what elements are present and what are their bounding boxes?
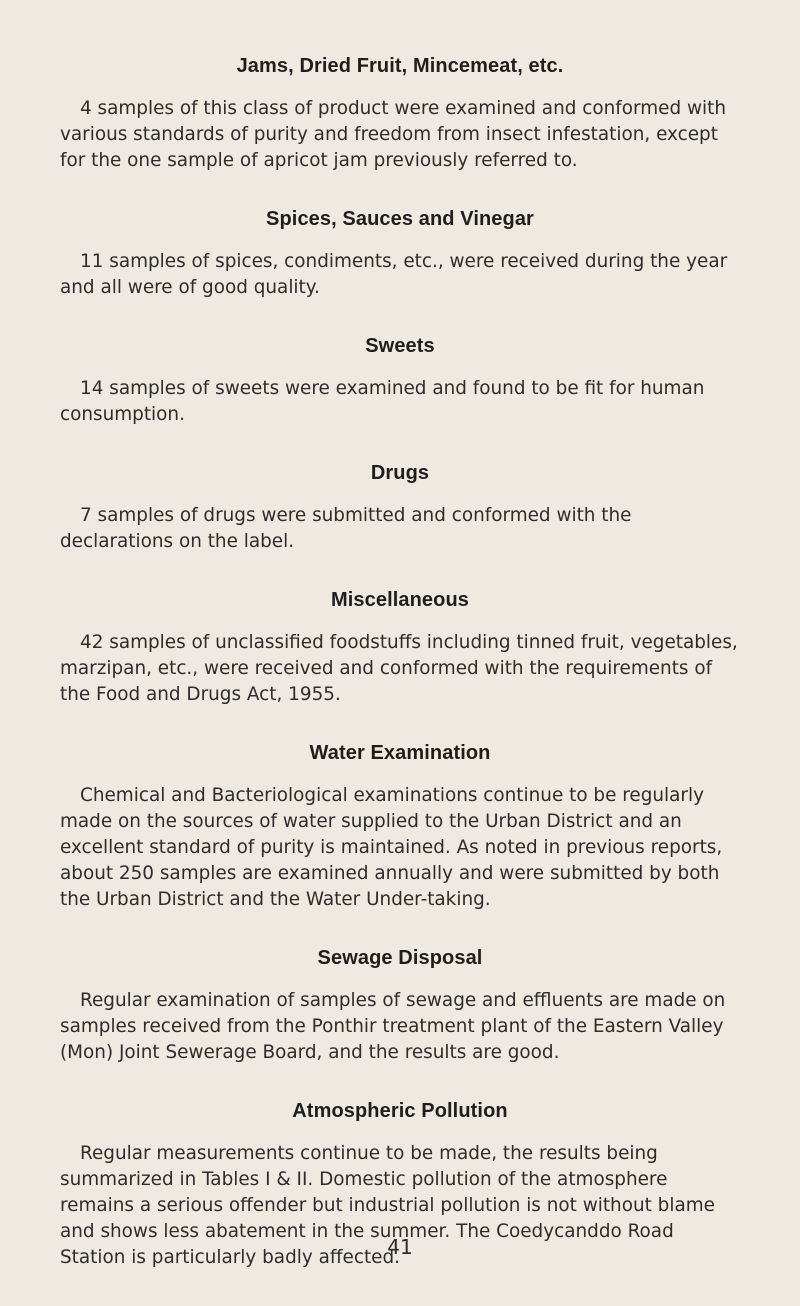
section-heading: Water Examination xyxy=(309,742,491,764)
section-paragraph: 42 samples of unclassified foodstuffs including tinned fruit, vegetables, marzipan, etc., were received and conformed with the requirements of the Food and Drugs Act, 1955. xyxy=(60,632,738,705)
section-water-examination xyxy=(60,742,740,913)
section-heading: Jams, Dried Fruit, Mincemeat, etc. xyxy=(236,55,564,77)
section-sewage-disposal xyxy=(60,947,740,1066)
section-paragraph: Regular measurements continue to be made, the results being summarized in Tables I & II. Domestic pollution of the atmosphere remains a serious offender but industrial pollution is not without blame and shows less abatement in the summer. The Coedycanddo Road Station is particularly badly affected. xyxy=(60,1143,715,1268)
section-paragraph: Regular examination of samples of sewage and effluents are made on samples received from the Ponthir treatment plant of the Eastern Valley (Mon) Joint Sewerage Board, and the results are good. xyxy=(60,990,726,1063)
section-heading: Spices, Sauces and Vinegar xyxy=(266,208,534,230)
section-heading: Sweets xyxy=(365,335,435,357)
section-paragraph: 4 samples of this class of product were examined and conformed with various standards of purity and freedom from insect infestation, except for the one sample of apricot jam previously referred to. xyxy=(60,98,726,171)
section-drugs xyxy=(60,462,740,555)
section-heading: Sewage Disposal xyxy=(317,947,483,969)
section-spices xyxy=(60,208,740,301)
section-paragraph: 11 samples of spices, condiments, etc., were received during the year and all were of good quality. xyxy=(60,251,728,298)
page-number: 41 xyxy=(387,1235,413,1259)
section-miscellaneous xyxy=(60,589,740,708)
section-heading: Atmospheric Pollution xyxy=(292,1100,508,1122)
section-sweets xyxy=(60,335,740,428)
section-heading: Drugs xyxy=(370,462,430,484)
document-page xyxy=(60,55,740,1305)
section-heading: Miscellaneous xyxy=(330,589,470,611)
section-paragraph: Chemical and Bacteriological examinations continue to be regularly made on the sources of water supplied to the Urban District and an excellent standard of purity is maintained. As noted in previous reports, about 250 samples are examined annually and were submitted by both the Urban District and the Water Under-taking. xyxy=(60,785,723,910)
section-paragraph: 14 samples of sweets were examined and found to be fit for human consumption. xyxy=(60,378,705,425)
section-paragraph: 7 samples of drugs were submitted and conformed with the declarations on the label. xyxy=(60,505,632,552)
section-jams xyxy=(60,55,740,174)
